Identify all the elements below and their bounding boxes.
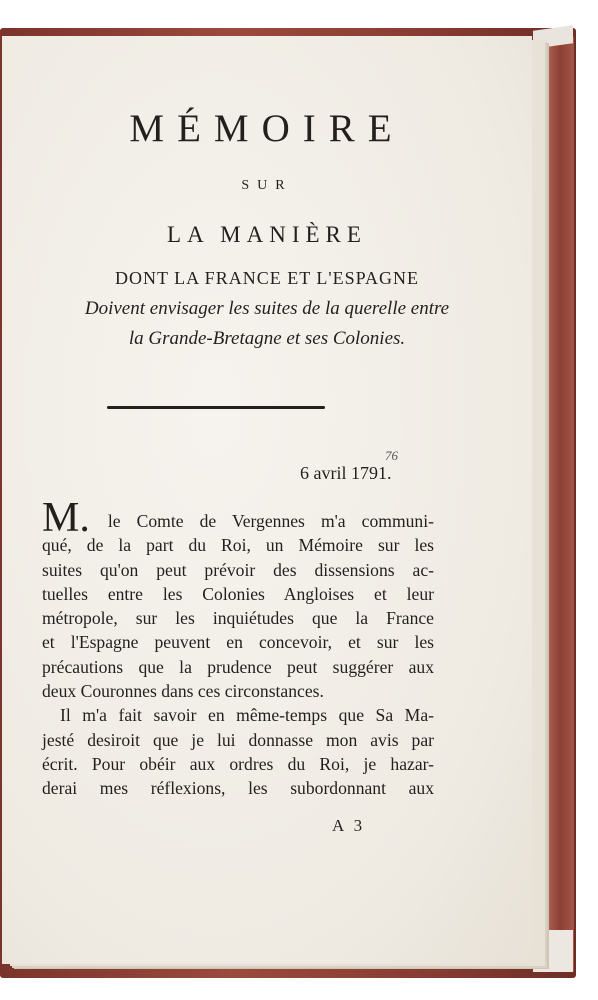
body-line: métropole, sur les inquiétudes que la France bbox=[42, 608, 434, 629]
italic-subtitle-line-2: la Grande-Bretagne et ses Colonies. bbox=[128, 328, 406, 349]
drop-cap: M. bbox=[42, 495, 90, 541]
body-line bbox=[42, 495, 434, 541]
date-line: 6 avril 1791. bbox=[300, 463, 392, 483]
subtitle: DONT LA FRANCE ET L'ESPAGNE bbox=[115, 268, 419, 288]
handwritten-annotation: 76 bbox=[385, 448, 398, 463]
body-line: jesté desiroit que je lui donnasse mon avis par bbox=[42, 729, 434, 750]
page-title: MÉMOIRE bbox=[129, 107, 405, 150]
body-line: tuelles entre les Colonies Angloises et leur bbox=[42, 583, 434, 604]
italic-subtitle-line-1: Doivent envisager les suites de la querelle entre bbox=[84, 298, 450, 319]
subject-line: LA MANIÈRE bbox=[167, 222, 367, 247]
body-line: et l'Espagne peuvent en concevoir, et sur les bbox=[42, 632, 434, 653]
body-text bbox=[42, 495, 434, 801]
body-line: Il m'a fait savoir en même-temps que Sa Ma- bbox=[60, 705, 434, 726]
body-line: qué, de la part du Roi, un Mémoire sur les bbox=[42, 535, 434, 556]
decorative-rule bbox=[107, 406, 325, 409]
body-line: deux Couronnes dans ces circonstances. bbox=[42, 681, 324, 702]
body-line: précautions que la prudence peut suggérer aux bbox=[42, 656, 434, 677]
book-page bbox=[2, 36, 532, 964]
book-spine-edge bbox=[540, 36, 574, 972]
body-line: écrit. Pour obéir aux ordres du Roi, je hazar- bbox=[42, 753, 434, 774]
body-line: suites qu'on peut prévoir des dissensions ac- bbox=[42, 559, 434, 580]
body-line: derai mes réflexions, les subordonnant aux bbox=[42, 778, 434, 799]
signature-mark: A 3 bbox=[332, 816, 366, 835]
title-connector: SUR bbox=[241, 178, 293, 193]
body-line-0-rest: le Comte de Vergennes m'a communi- bbox=[107, 511, 434, 531]
